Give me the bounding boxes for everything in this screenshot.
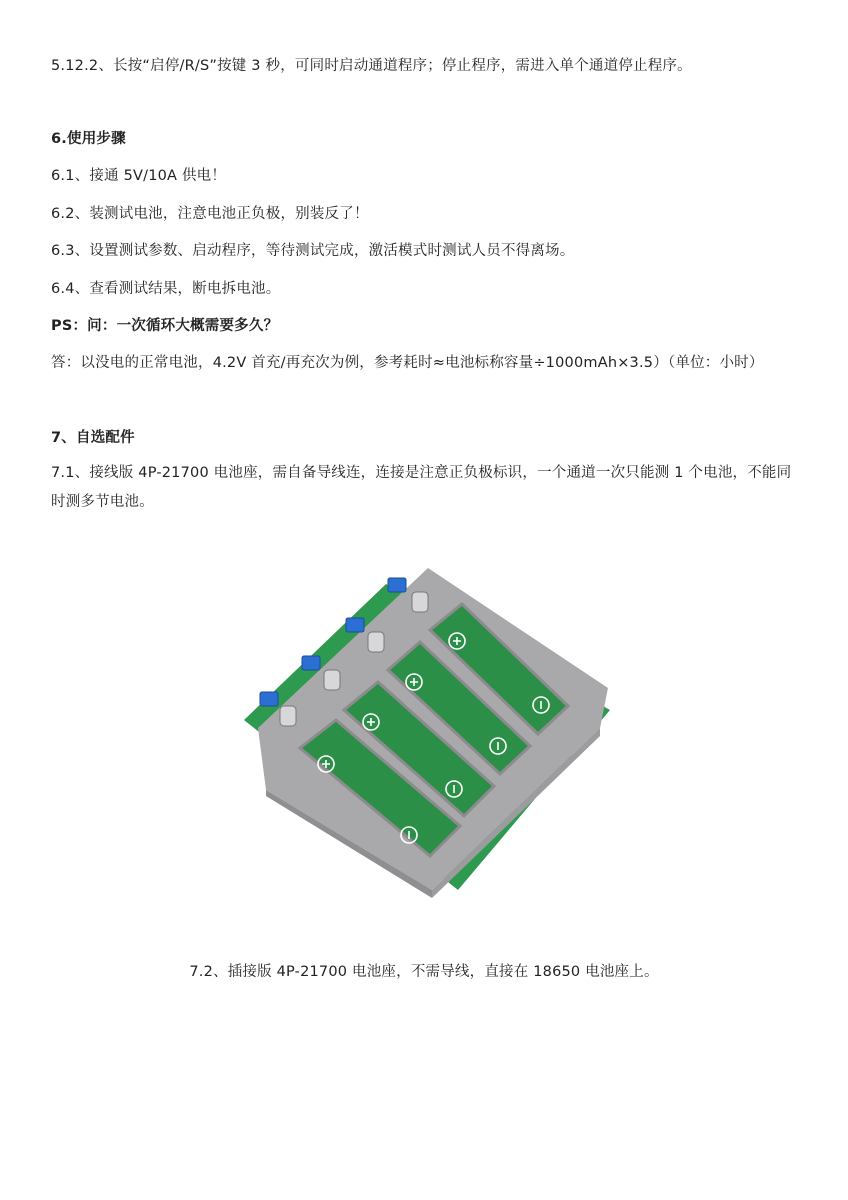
para-7-2: 7.2、插接版 4P-21700 电池座，不需导线，直接在 18650 电池座上。 (189, 964, 659, 980)
para-6-3: 6.3、设置测试参数、启动程序，等待测试完成，激活模式时测试人员不得离场。 (51, 243, 575, 259)
para-6-1: 6.1、接通 5V/10A 供电！ (51, 168, 227, 184)
para-6-2: 6.2、装测试电池，注意电池正负极，别装反了！ (51, 206, 369, 222)
heading-usage-steps: 6.使用步骤 (51, 131, 126, 147)
battery-holder-image (236, 560, 614, 900)
para-5-12-2: 5.12.2、长按“启停/R/S”按键 3 秒，可同时启动通道程序；停止程序，需进入单个通道停止程序。 (51, 58, 692, 74)
para-6-4: 6.4、查看测试结果，断电拆电池。 (51, 281, 281, 297)
heading-optional-accessories: 7、自选配件 (51, 430, 135, 446)
ps-answer: 答：以没电的正常电池，4.2V 首充/再充次为例，参考耗时≈电池标称容量÷1000mAh×3.5）（单位：小时） (51, 355, 764, 371)
ps-question: PS：问：一次循环大概需要多久？ (51, 318, 279, 334)
para-7-1: 7.1、接线版 4P-21700 电池座，需自备导线连，连接是注意正负极标识，一个通道一次只能测 1 个电池，不能同时测多节电池。 (51, 465, 792, 510)
